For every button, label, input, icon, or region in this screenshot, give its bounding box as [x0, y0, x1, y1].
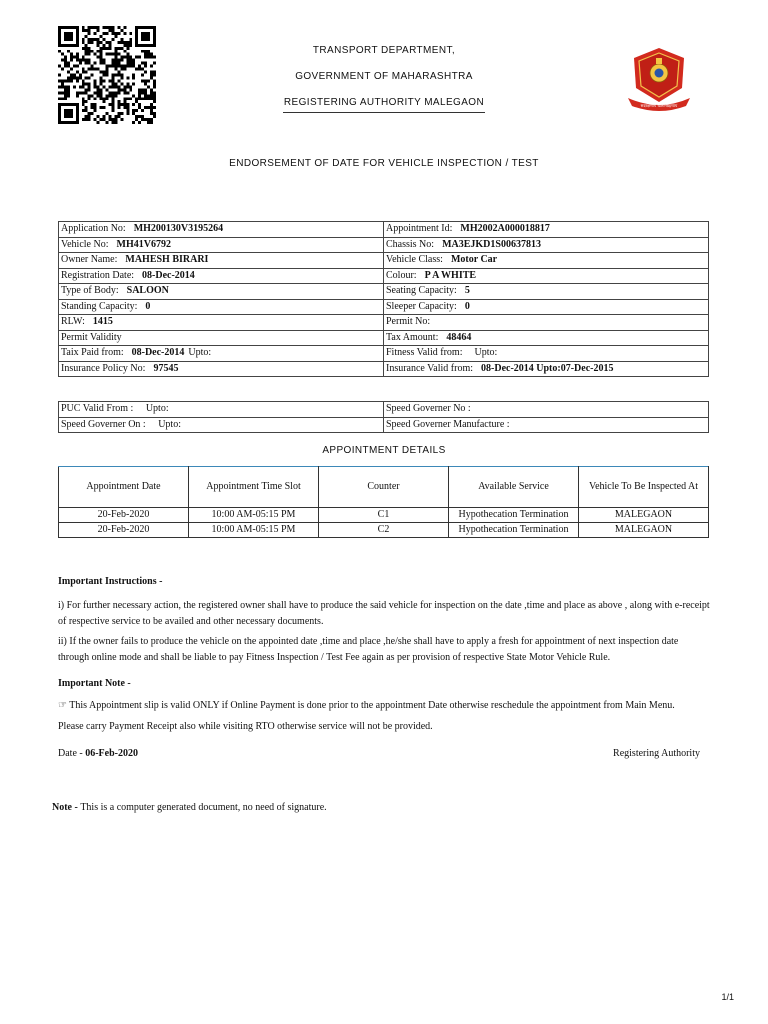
- puc-info-table: [58, 401, 709, 433]
- info-label: Fitness Valid from:: [386, 347, 463, 359]
- appointment-cell: 20-Feb-2020: [59, 523, 189, 538]
- appointment-heading: APPOINTMENT DETAILS: [322, 445, 446, 456]
- info-cell: [384, 299, 709, 315]
- puc-row: [59, 417, 709, 433]
- info-value: MAHESH BIRARI: [125, 254, 209, 266]
- header-divider: [283, 112, 485, 113]
- info-cell: [384, 284, 709, 300]
- date-row: [58, 748, 700, 759]
- appointment-column-header: Available Service: [449, 467, 579, 508]
- info-row: [59, 284, 709, 300]
- info-value: 5: [464, 285, 470, 297]
- info-label: Permit No:: [386, 316, 431, 328]
- info-label: Vehicle Class:: [386, 254, 443, 266]
- info-value: MH2002A000018817: [460, 223, 550, 235]
- department-name: TRANSPORT DEPARTMENT,: [312, 45, 456, 56]
- info-cell: [59, 315, 384, 331]
- info-cell: [59, 346, 384, 362]
- info-value: SALOON: [126, 285, 169, 297]
- info-label: Colour:: [386, 269, 417, 281]
- info-row: [59, 268, 709, 284]
- info-row: [59, 253, 709, 269]
- info-cell: [59, 268, 384, 284]
- info-label: RLW:: [61, 316, 85, 328]
- date-label: Date -: [58, 748, 86, 759]
- appointment-cell: Hypothecation Termination: [449, 523, 579, 538]
- puc-cell: Speed Governer On : Upto:: [59, 417, 384, 433]
- info-suffix: Upto:: [188, 347, 212, 359]
- info-value: MA3EJKD1S00637813: [442, 238, 541, 250]
- info-row: [59, 361, 709, 377]
- appointment-cell: MALEGAON: [579, 508, 709, 523]
- info-value: Motor Car: [450, 254, 498, 266]
- info-value: 48464: [446, 331, 472, 343]
- note-1-text: This Appointment slip is valid ONLY if Online Payment is done prior to the appointment Date otherwise reschedule the appointment from Main Menu.: [69, 700, 675, 711]
- date-value: 06-Feb-2020: [85, 748, 138, 759]
- government-name: GOVERNMENT OF MAHARASHTRA: [295, 71, 473, 82]
- appointment-cell: Hypothecation Termination: [449, 508, 579, 523]
- info-cell: [384, 330, 709, 346]
- info-label: Seating Capacity:: [386, 285, 457, 297]
- info-cell: [59, 361, 384, 377]
- appointment-cell: C2: [319, 523, 449, 538]
- info-value: MH41V6792: [116, 238, 171, 250]
- info-cell: [384, 237, 709, 253]
- info-cell: [59, 253, 384, 269]
- police-emblem-icon: [624, 46, 694, 112]
- info-label: Insurance Valid from:: [386, 362, 474, 374]
- hand-pointer-icon: ☞: [58, 700, 67, 711]
- info-row: [59, 330, 709, 346]
- info-label: Insurance Policy No:: [61, 362, 146, 374]
- note-text: This is a computer generated document, no need of signature.: [80, 802, 327, 813]
- info-value: 08-Dec-2014 Upto:07-Dec-2015: [481, 362, 614, 374]
- puc-cell: Speed Governer No :: [384, 402, 709, 418]
- info-value: 0: [145, 300, 151, 312]
- info-label: Chassis No:: [386, 238, 435, 250]
- info-label: Registration Date:: [61, 269, 135, 281]
- info-cell: [59, 237, 384, 253]
- registering-authority: Registering Authority: [613, 748, 700, 759]
- svg-text:सदरक्षणाय खलनिग्रहणाय: सदरक्षणाय खलनिग्रहणाय: [640, 103, 678, 108]
- appointment-cell: 10:00 AM-05:15 PM: [189, 508, 319, 523]
- info-cell: [59, 330, 384, 346]
- info-cell: [384, 253, 709, 269]
- info-cell: [59, 284, 384, 300]
- info-label: Vehicle No:: [61, 238, 109, 250]
- puc-row: [59, 402, 709, 418]
- info-label: Appointment Id:: [386, 223, 453, 235]
- appointment-row: [59, 508, 709, 523]
- vehicle-info-table: [58, 221, 709, 377]
- appointment-column-header: Vehicle To Be Inspected At: [579, 467, 709, 508]
- qr-code: [58, 26, 156, 124]
- info-row: [59, 222, 709, 238]
- appointment-column-header: Appointment Time Slot: [189, 467, 319, 508]
- info-row: [59, 237, 709, 253]
- appointment-table: [58, 466, 709, 538]
- info-suffix: Upto:: [474, 347, 498, 359]
- info-value: 08-Dec-2014: [142, 269, 195, 281]
- instruction-2: ii) If the owner fails to produce the vehicle on the appointed date ,time and place ,he/she shall have to apply a fresh for appointment of next inspection date through online mode and shall be liable to pay Fitness Inspection / Test Fee again as per provision of respective State Motor Vehicle Rule.: [58, 636, 679, 663]
- info-label: Application No:: [61, 223, 126, 235]
- note-1: [58, 698, 710, 714]
- instruction-1: i) For further necessary action, the registered owner shall have to produce the said vehicle for inspection on the date ,time and place as above , along with e-receipt of respective service to be availed and other necessary documents.: [58, 600, 710, 627]
- info-value: 0: [464, 300, 470, 312]
- info-value: MH200130V3195264: [133, 223, 224, 235]
- info-cell: [59, 299, 384, 315]
- info-cell: [384, 268, 709, 284]
- info-label: Permit Validity: [61, 331, 122, 343]
- info-row: [59, 299, 709, 315]
- appointment-column-header: Appointment Date: [59, 467, 189, 508]
- appointment-column-header: Counter: [319, 467, 449, 508]
- footer-note: [52, 802, 327, 813]
- info-cell: [384, 315, 709, 331]
- info-row: [59, 315, 709, 331]
- appointment-row: [59, 523, 709, 538]
- puc-cell: PUC Valid From : Upto:: [59, 402, 384, 418]
- info-cell: [59, 222, 384, 238]
- info-cell: [384, 361, 709, 377]
- info-row: [59, 346, 709, 362]
- puc-cell: Speed Governer Manufacture :: [384, 417, 709, 433]
- appointment-cell: 10:00 AM-05:15 PM: [189, 523, 319, 538]
- info-value: 1415: [92, 316, 113, 328]
- page-number: 1/1: [721, 992, 734, 1002]
- note-label: Note -: [52, 802, 81, 813]
- info-label: Owner Name:: [61, 254, 118, 266]
- info-label: Taix Paid from:: [61, 347, 124, 359]
- info-value: P A WHITE: [424, 269, 477, 281]
- info-cell: [384, 222, 709, 238]
- appointment-cell: 20-Feb-2020: [59, 508, 189, 523]
- appointment-cell: MALEGAON: [579, 523, 709, 538]
- appointment-cell: C1: [319, 508, 449, 523]
- note-heading: Important Note -: [58, 678, 131, 689]
- info-label: Sleeper Capacity:: [386, 300, 457, 312]
- info-label: Tax Amount:: [386, 331, 439, 343]
- info-cell: [384, 346, 709, 362]
- document-title: ENDORSEMENT OF DATE FOR VEHICLE INSPECTION / TEST: [229, 158, 539, 169]
- info-value: 97545: [153, 362, 179, 374]
- instructions-heading: Important Instructions -: [58, 576, 163, 587]
- info-value: 08-Dec-2014: [131, 347, 185, 359]
- info-label: Standing Capacity:: [61, 300, 138, 312]
- info-label: Type of Body:: [61, 285, 119, 297]
- note-2: Please carry Payment Receipt also while visiting RTO otherwise service will not be provided.: [58, 721, 433, 732]
- authority-name: REGISTERING AUTHORITY MALEGAON: [283, 97, 485, 108]
